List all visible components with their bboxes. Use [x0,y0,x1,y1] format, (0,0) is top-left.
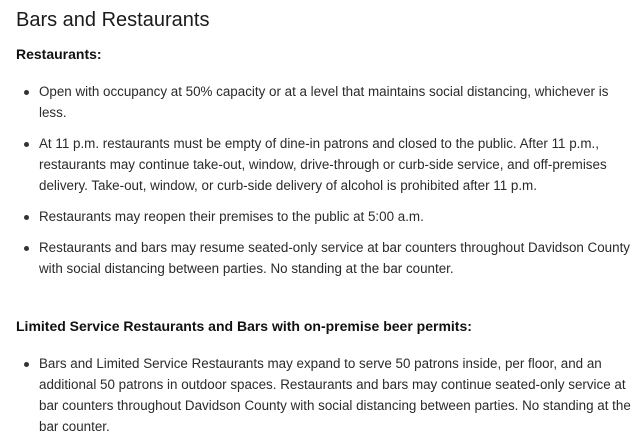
list-item: Bars and Limited Service Restaurants may expand to serve 50 patrons inside, per floor, and an additional 50 patrons in outdoor spaces. Restaurants and bars may continue seated-only service at bar counters throughout Davidson County with social distancing between parties. No standing at the bar counter. [16,353,640,437]
page-title: Bars and Restaurants [16,9,210,31]
restaurants-list [16,81,640,279]
list-item: Restaurants may reopen their premises to the public at 5:00 a.m. [16,206,640,227]
list-item: Restaurants and bars may resume seated-only service at bar counters throughout Davidson County with social distancing between parties. No standing at the bar counter. [16,237,640,279]
section-heading-limited-service: Limited Service Restaurants and Bars with on-premise beer permits: [16,318,472,334]
list-item: Open with occupancy at 50% capacity or at a level that maintains social distancing, whichever is less. [16,81,640,123]
section-heading-restaurants: Restaurants: [16,46,102,62]
limited-service-list [16,353,640,437]
list-item: At 11 p.m. restaurants must be empty of dine-in patrons and closed to the public. After 11 p.m., restaurants may continue take-out, window, drive-through or curb-side service, and off-premises delivery. Take-out, window, or curb-side delivery of alcohol is prohibited after 11 p.m. [16,133,640,196]
